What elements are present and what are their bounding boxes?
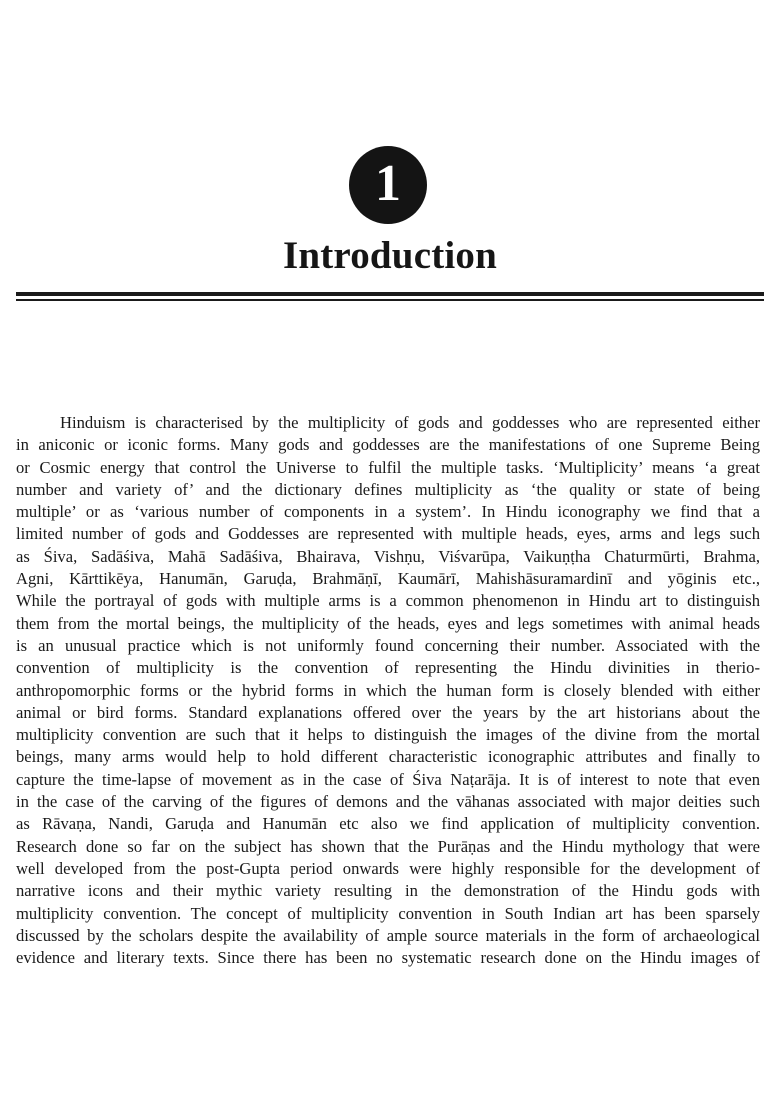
text-line: them from the mortal beings, the multiplicity of the heads, eyes and legs sometimes with animal heads — [16, 613, 760, 633]
text-line: in aniconic or iconic forms. Many gods and goddesses are the manifestations of one Supreme Being — [16, 435, 760, 455]
text-line: in the case of the carving of the figures of demons and the vāhanas associated with major deities such — [16, 792, 760, 812]
text-line: discussed by the scholars despite the availability of ample source materials in the form of archaeological — [16, 925, 760, 945]
text-line: narrative icons and their mythic variety resulting in the demonstration of the Hindu gods with — [16, 881, 760, 901]
text-line: Agni, Kārttikēya, Hanumān, Garuḍa, Brahmāṇī, Kaumārī, Mahishāsuramardinī and yōginis etc., — [16, 569, 760, 589]
text-line: beings, many arms would help to hold different characteristic iconographic attributes and finally to — [16, 747, 760, 767]
title-rule-thin — [16, 299, 764, 301]
text-line: as Rāvaṇa, Nandi, Garuḍa and Hanumān etc also we find application of multiplicity convention. — [16, 814, 760, 834]
text-line: capture the time-lapse of movement as in the case of Śiva Naṭarāja. It is of interest to note that even — [16, 769, 760, 789]
chapter-number-badge — [349, 146, 427, 224]
text-line: multiplicity convention. The concept of multiplicity convention in South Indian art has been sparsely — [16, 903, 760, 923]
body-paragraph — [16, 412, 760, 969]
text-line: is an unusual practice which is not uniformly found concerning their number. Associated with the — [16, 635, 760, 655]
text-line: multiple’ or as ‘various number of components in a system’. In Hindu iconography we find that a — [16, 502, 760, 522]
text-line: While the portrayal of gods with multiple arms is a common phenomenon in Hindu art to distinguish — [16, 591, 760, 611]
title-rule-thick — [16, 292, 764, 296]
text-line: or Cosmic energy that control the Universe to fulfil the multiple tasks. ‘Multiplicity’ means ‘a great — [16, 457, 760, 477]
text-line: well developed from the post-Gupta period onwards were highly responsible for the development of — [16, 858, 760, 878]
text-line: number and variety of’ and the dictionary defines multiplicity as ‘the quality or state of being — [16, 479, 760, 499]
text-line: Hinduism is characterised by the multiplicity of gods and goddesses who are represented either — [60, 413, 760, 432]
text-line: anthropomorphic forms or the hybrid forms in which the human form is closely blended with either — [16, 680, 760, 700]
text-line: convention of multiplicity is the convention of representing the Hindu divinities in therio- — [16, 658, 760, 678]
chapter-title: Introduction — [282, 234, 498, 277]
text-line: animal or bird forms. Standard explanations offered over the years by the art historians about the — [16, 702, 760, 722]
text-line: limited number of gods and Goddesses are represented with multiple heads, eyes, arms and legs such — [16, 524, 760, 544]
text-line: evidence and literary texts. Since there has been no systematic research done on the Hindu images of — [16, 948, 760, 968]
text-line: multiplicity convention are such that it helps to distinguish the images of the divine from the mortal — [16, 725, 760, 745]
text-line: as Śiva, Sadāśiva, Mahā Sadāśiva, Bhairava, Vishṇu, Viśvarūpa, Vaikuṇṭha Chaturmūrti, Brahma, — [16, 546, 760, 566]
chapter-number: 1 — [375, 155, 401, 212]
text-line: Research done so far on the subject has shown that the Purāṇas and the Hindu mythology that were — [16, 836, 760, 856]
